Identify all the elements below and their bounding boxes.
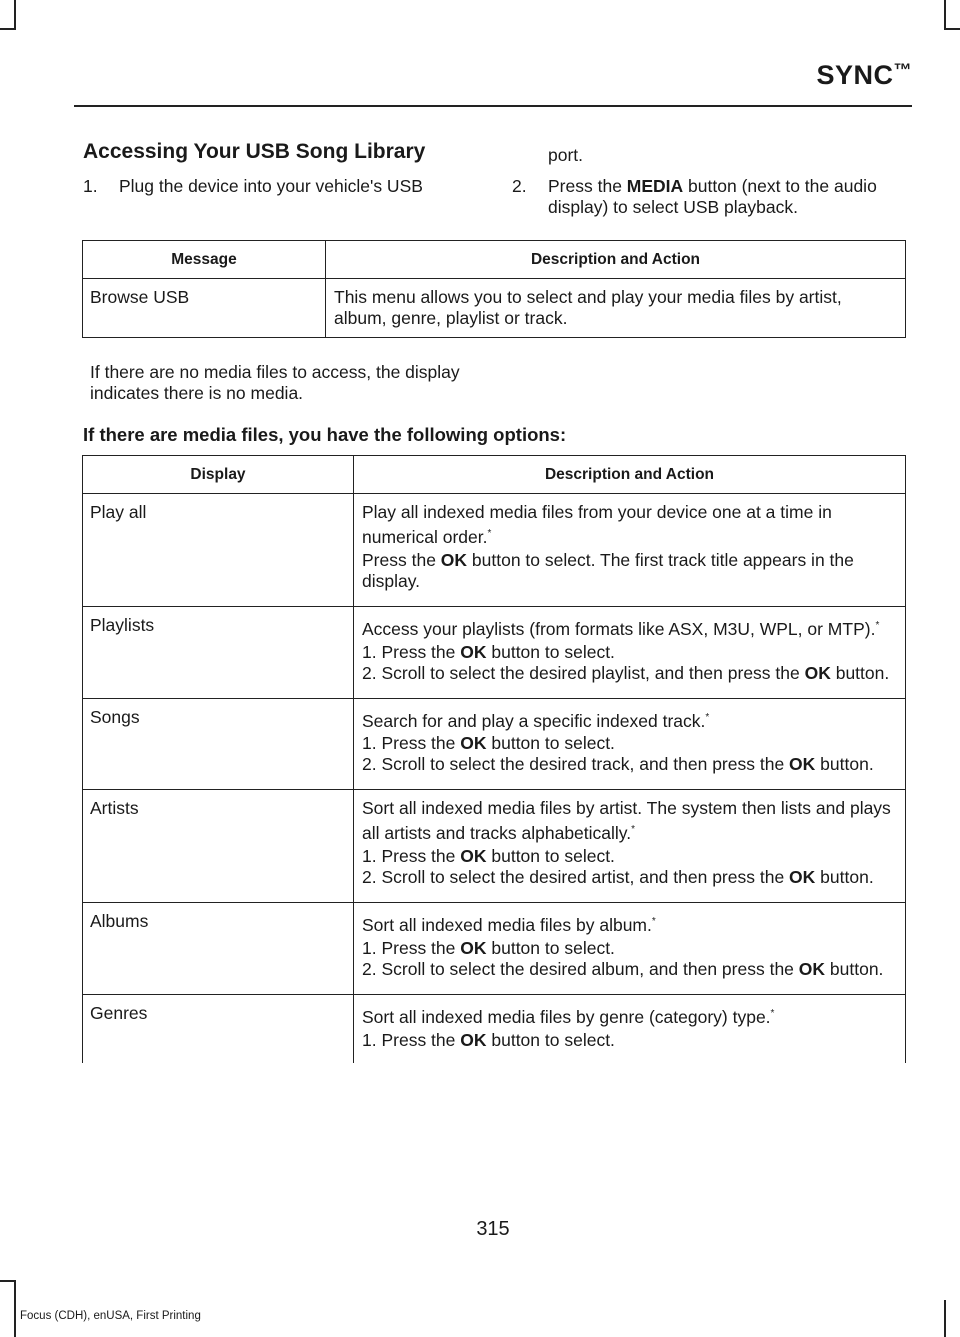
- instruction-line: 2. Scroll to select the desired artist, and then press the OK button.: [362, 867, 874, 888]
- description-cell: [354, 995, 906, 1063]
- instruction-line: 1. Press the OK button to select.: [362, 846, 615, 867]
- instruction-line: 2. Scroll to select the desired track, and then press the OK button.: [362, 754, 874, 775]
- table-header-row: [83, 456, 906, 494]
- description-main: Sort all indexed media files by artist. The system then lists and plays all artists and tracks alphabetically.*: [362, 798, 891, 844]
- crop-mark: [944, 28, 960, 30]
- table-row: [83, 279, 906, 338]
- display-cell: Play all: [83, 494, 354, 607]
- crop-mark: [944, 1300, 946, 1337]
- footer-text: Focus (CDH), enUSA, First Printing: [20, 1310, 201, 1322]
- message-table: [82, 240, 906, 338]
- table-header-row: [83, 241, 906, 279]
- crop-mark: [14, 0, 16, 30]
- footnote-marker: *: [875, 619, 880, 631]
- table-row: [83, 903, 906, 995]
- step-1: 1. Plug the device into your vehicle's USB: [83, 176, 423, 196]
- instruction-line: 2. Scroll to select the desired playlist, and then press the OK button.: [362, 662, 890, 683]
- description-cell: [354, 698, 906, 790]
- description-cell: [354, 903, 906, 995]
- instruction-line: 1. Press the OK button to select.: [362, 1029, 615, 1050]
- table-row: [83, 995, 906, 1063]
- table-row: [83, 606, 906, 698]
- intro-left-column: [83, 140, 483, 197]
- column-header: Display: [83, 456, 354, 494]
- footnote-marker: *: [705, 711, 710, 723]
- step-2: 2. Press the MEDIA button (next to the audio display) to select USB playback.: [512, 176, 912, 218]
- description-cell: [354, 790, 906, 903]
- description-main: Sort all indexed media files by genre (category) type.*: [362, 1006, 775, 1027]
- description-cell: [354, 494, 906, 607]
- step-1-text: Plug the device into your vehicle's USB: [119, 176, 423, 196]
- column-header: Description and Action: [326, 241, 906, 279]
- description-main: Access your playlists (from formats like ASX, M3U, WPL, or MTP).*: [362, 618, 880, 639]
- display-cell: Playlists: [83, 606, 354, 698]
- description-cell: This menu allows you to select and play your media files by artist, album, genre, playlist or track.: [326, 279, 906, 338]
- column-header: Description and Action: [354, 456, 906, 494]
- page-header-title: SYNC™: [816, 60, 912, 90]
- description-cell: [354, 606, 906, 698]
- instruction-line: 1. Press the OK button to select.: [362, 733, 615, 754]
- footnote-marker: *: [770, 1008, 775, 1020]
- instruction-line: 1. Press the OK button to select.: [362, 938, 615, 959]
- instruction-line: 2. Scroll to select the desired album, and then press the OK button.: [362, 959, 884, 980]
- crop-mark: [0, 28, 16, 30]
- message-cell: Browse USB: [83, 279, 326, 338]
- options-table: [82, 455, 906, 1063]
- table-row: [83, 494, 906, 607]
- display-cell: Albums: [83, 903, 354, 995]
- step-2-text: Press the MEDIA button (next to the audio display) to select USB playback.: [548, 176, 877, 217]
- step-1-continued: port.: [548, 145, 584, 165]
- display-cell: Artists: [83, 790, 354, 903]
- column-header: Message: [83, 241, 326, 279]
- header-divider: [74, 105, 912, 107]
- description-main: Search for and play a specific indexed track.*: [362, 710, 710, 731]
- no-media-paragraph: If there are no media files to access, the display indicates there is no media.: [90, 362, 460, 403]
- display-cell: Songs: [83, 698, 354, 790]
- footnote-marker: *: [651, 916, 656, 928]
- display-cell: Genres: [83, 995, 354, 1063]
- options-subheading: If there are media files, you have the following options:: [83, 424, 567, 445]
- crop-mark: [944, 0, 946, 30]
- footnote-marker: *: [631, 824, 636, 836]
- description-main: Sort all indexed media files by album.*: [362, 915, 656, 936]
- instruction-line: Press the OK button to select. The first track title appears in the display.: [362, 549, 854, 591]
- footnote-marker: *: [487, 528, 492, 539]
- description-main: Play all indexed media files from your device one at a time in numerical order.*: [362, 502, 832, 547]
- instruction-line: 1. Press the OK button to select.: [362, 641, 615, 662]
- page-number: 315: [476, 1218, 510, 1240]
- crop-mark: [0, 1280, 16, 1282]
- table-row: [83, 698, 906, 790]
- table-row: [83, 790, 906, 903]
- crop-mark: [14, 1280, 16, 1337]
- intro-right-column: [512, 145, 912, 218]
- section-title: Accessing Your USB Song Library: [83, 140, 426, 163]
